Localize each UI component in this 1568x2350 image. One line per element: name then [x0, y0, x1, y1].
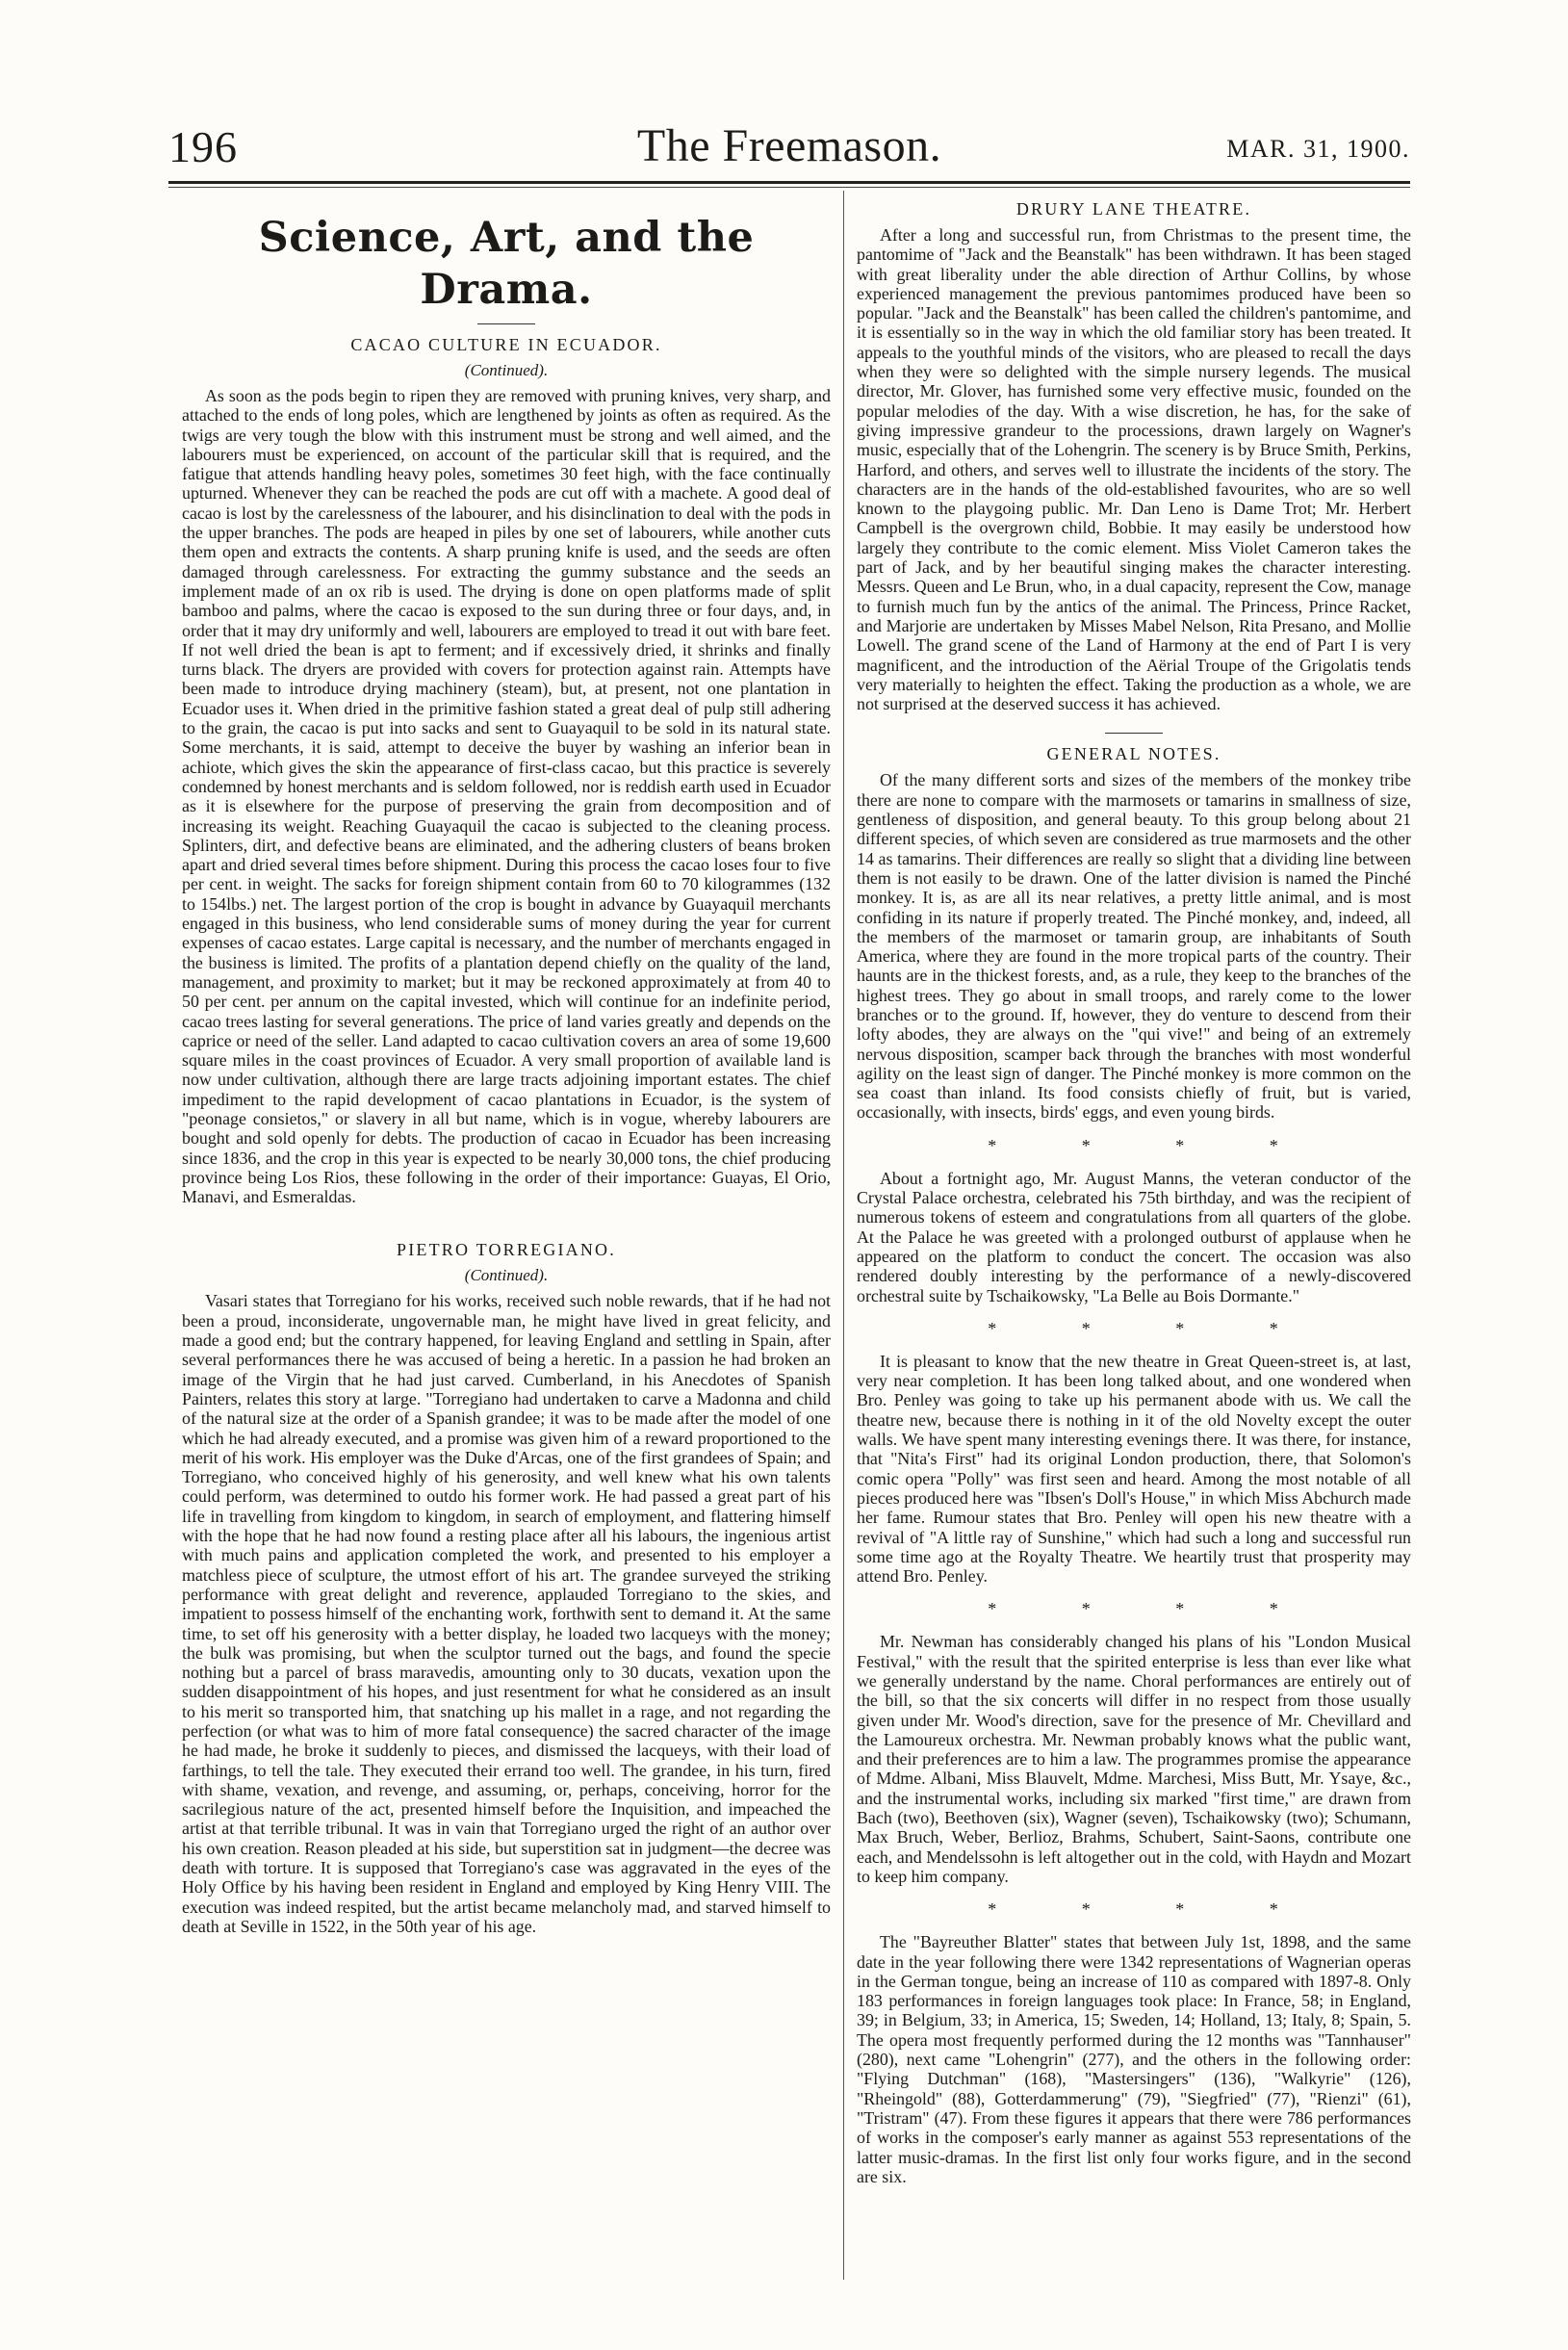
article-paragraph: Vasari states that Torregiano for his works, received such noble rewards, that if he had not been a proud, inconsiderate, ungovernable man, he might have lived in great felicity, and made a good end; but the contrary happened, for leaving England and settling in Spain, after several performances there he was accused of being a heretic. In a passion he had broken an image of the Virgin that he had just carved. Cumberland, in his Anecdotes of Spanish Painters, relates this story at large. "Torregiano had undertaken to carve a Madonna and child of the natural size at the order of a Spanish grandee; it was to be made after the model of one which he had already executed, and a promise was given him of a reward proportioned to the merit of his work. His employer was the Duke d'Arcas, one of the first grandees of Spain; and Torregiano, who conceived highly of his generosity, and well knew what his own talents could perform, was determined to outdo his former work. He had passed a great part of his life in travelling from kingdom to kingdom, in search of employment, and flattering himself with the hope that he had now found a resting place after all his labours, the ingenious artist with much pains and application completed the work, and presented to his employer a matchless piece of sculpture, the utmost effort of his art. The grandee surveyed the striking performance with great delight and reverence, applauded Torregiano to the skies, and impatient to possess himself of the enchanting work, forthwith sent to demand it. At the same time, to set off his generosity with a better display, he loaded two lacqueys with the money; the bulk was promising, but when the sculptor turned out the bags, and found the specie nothing but a parcel of brass maravedis, amounting only to 30 ducats, vexation upon the sudden disappointment of his hopes, and just resentment for what he considered as an insult to his merit so transported him, that snatching up his mallet in a rage, and not regarding the perfection (or what was to him of more fatal consequence) the sacred character of the image he had made, he broke it suddenly to pieces, and dismissed the lacqueys, with their load of farthings, to tell the tale. They executed their errand too well. The grandee, in his turn, fired with shame, vexation, and revenge, and assuming, or, perhaps, conceiving, horror for the sacrilegious nature of the act, presented himself before the Inquisition, and impeached the artist at that terrible tribunal. It was in vain that Torregiano urged the right of an author over his own creation. Reason pleaded at his side, but superstition sat in judgment—the decree was death with torture. It is supposed that Torregiano's case was aggravated in the eyes of the Holy Office by his having been resident in England and employed by King Henry VIII. The execution was indeed respited, but the artist became melancholy mad, and starved himself to death at Seville in 1522, in the 50th year of his age.	[182, 1291, 831, 1936]
article-title-torregiano: PIETRO TORREGIANO.	[397, 1240, 616, 1260]
spacer	[182, 1206, 831, 1239]
article-title-general-notes: GENERAL NOTES.	[1046, 744, 1221, 764]
notes-paragraph: The "Bayreuther Blatter" states that between July 1st, 1898, and the same date in the year following there were 1342 representations of Wagnerian operas in the German tongue, being an increase of 110 as compared with 1897-8. Only 183 performances in foreign languages took place: In France, 58; in England, 39; in Belgium, 33; in America, 15; Sweden, 14; Holland, 13; Italy, 8; Spain, 5. The opera most frequently performed during the 12 months was "Tannhauser" (280), next came "Lohengrin" (277), and the others in the following order: "Flying Dutchman" (168), "Mastersingers" (136), "Walkyrie" (126), "Rheingold" (88), Gotterdammerung" (79), "Siegfried" (77), "Rienzi" (61), "Tristram" (47). From these figures it appears that there were 786 performances of works in the composer's early manner as against 553 representations of the latter music-dramas. In the first list only four works figure, and in the second are six.	[857, 1932, 1411, 2186]
spacer	[857, 713, 1411, 733]
masthead-rule-thin	[168, 187, 1410, 188]
article-title-drury-lane: DRURY LANE THEATRE.	[1015, 199, 1252, 219]
notes-paragraph: Mr. Newman has considerably changed his plans of his "London Musical Festival," with the result that the spirited enterprise is less than ever like what we generally understand by the name. Choral performances are entirely out of the bill, so that the six concerts will differ in no respect from those usually given under Mr. Wood's direction, save for the presence of Mr. Chevillard and the Lamoureux orchestra. Mr. Newman probably knows what the public want, and their preferences are to him a law. The programmes promise the appearance of Mdme. Albani, Miss Blauvelt, Mdme. Marchesi, Miss Butt, Mr. Ysaye, &c., and the instrumental works, including six marked "first time," are drawn from Bach (two), Beethoven (six), Wagner (seven), Tschaikowsky (two); Schumann, Max Bruch, Weber, Berlioz, Brahms, Schubert, Saint-Saons, contribute one each, and Mendelssohn is left altogether out in the cold, with Haydn and Mozart to keep him company.	[857, 1632, 1411, 1886]
page-number: 196	[168, 122, 238, 171]
heading-rule	[477, 323, 535, 324]
asterism-divider: * * * *	[988, 1899, 1319, 1920]
newspaper-title: The Freemason.	[636, 120, 942, 171]
article-title-cacao: CACAO CULTURE IN ECUADOR.	[350, 335, 662, 354]
right-column	[857, 198, 1411, 2186]
masthead-rule-thick	[168, 181, 1410, 184]
notes-paragraph: It is pleasant to know that the new theatre in Great Queen-street is, at last, very near completion. It has been long talked about, and one wondered when Bro. Penley was going to take up his permanent abode with us. We call the theatre new, because there is nothing in it of the old Novelty except the outer walls. We have spent many interesting evenings there. It was there, for instance, that "Nita's First" had its original London production, there, that Solomon's comic opera "Polly" was first seen and heard. Among the most notable of all pieces produced here was "Ibsen's Doll's House," in which Miss Abchurch made her fame. Rumour states that Bro. Penley will open his new theatre with a revival of "A little ray of Sunshine," which had such a long and successful run some time ago at the Royalty Theatre. We heartily trust that prosperity may attend Bro. Penley.	[857, 1351, 1411, 1587]
masthead	[168, 114, 1410, 181]
notes-paragraph: Of the many different sorts and sizes of the members of the monkey tribe there are none to compare with the marmosets or tamarins in smallness of size, gentleness of disposition, and general beauty. To this group belong about 21 different species, of which seven are considered as true marmosets and the other 14 as tamarins. Their differences are really so slight that a dividing line between them is not easily to be drawn. One of the latter division is named the Pinché monkey. It is, as are all its near relatives, a pretty little animal, and is most confiding in its nature if properly treated. The Pinché monkey, and, indeed, all the members of the marmoset or tamarin group, are inhabitants of South America, where they are found in the more tropical parts of the country. Their haunts are in the thickest forests, and, as a rule, they keep to the branches of the highest trees. They go about in small troops, and rarely come to the lower branches or to the ground. If, however, they do venture to descend from their lofty abodes, they are always on the "qui vive!" and being of an extremely nervous disposition, scamper back through the branches with most wonderful agility on the least sign of danger. The Pinché monkey is more common on the sea coast than inland. Its food consists chiefly of fruit, but is varied, occasionally, with insects, birds' eggs, and even young birds.	[857, 770, 1411, 1123]
article-paragraph: After a long and successful run, from Christmas to the present time, the pantomime of "Jack and the Beanstalk" has been withdrawn. It has been staged with great liberality under the able direction of Arthur Collins, by whose experienced management the previous pantomimes produced have been so popular. "Jack and the Beanstalk" has been called the children's pantomime, and it is essentially so in the way in which the old familiar story has been treated. It appeals to the youthful minds of the visitors, who are pleased to recall the days when they were so delighted with the simple nursery legends. The musical director, Mr. Glover, has furnished some very effective music, founded on the popular melodies of the day. With a wise discretion, he has, for the sake of giving impressive grandeur to the processions, drawn largely on Wagner's music, especially that of the Lohengrin. The scenery is by Bruce Smith, Perkins, Harford, and others, and serves well to illustrate the incidents of the story. The characters are in the hands of the old-established favourites, who are so well known to the playgoing public. Mr. Dan Leno is Dame Trot; Mr. Herbert Campbell is the overgrown child, Bobbie. It may easily be understood how largely they contribute to the comic element. Miss Violet Cameron takes the part of Jack, and by her beautiful singing makes the character interesting. Messrs. Queen and Le Brun, who, in a dual capacity, represent the Cow, manage to furnish much fun by the antics of the animal. The Princess, Prince Racket, and Marjorie are undertaken by Misses Mabel Nelson, Rita Presano, and Mollie Lowell. The grand scene of the Land of Harmony at the end of Part I is very magnificent, and the introduction of the Aërial Troupe of the Grigolatis tends very materially to heighten the effect. Taking the production as a whole, we are not surprised at the deserved success it has achieved.	[857, 225, 1411, 714]
asterism-divider: * * * *	[988, 1135, 1319, 1155]
asterism-divider: * * * *	[988, 1599, 1319, 1619]
issue-date: MAR. 31, 1900.	[1226, 135, 1410, 163]
article-separator-rule	[1105, 733, 1163, 734]
section-heading: Science, Art, and the Drama.	[258, 214, 755, 314]
asterism-divider: * * * *	[988, 1318, 1319, 1338]
column-divider	[843, 191, 844, 2280]
article-paragraph: As soon as the pods begin to ripen they are removed with pruning knives, very sharp, and attached to the ends of long poles, which are lengthened by joints as often as required. As the twigs are very tough the blow with this instrument must be strong and well aimed, and the labourers must be experienced, on account of the particular skill that is required, and the fatigue that attends handling heavy poles, sometimes 30 feet high, with the face continually upturned. Whenever they can be reached the pods are cut off with a machete. A good deal of cacao is lost by the carelessness of the labourer, and his disinclination to deal with the pods in the upper branches. The pods are heaped in piles by one set of labourers, while another cuts them open and extracts the contents. A sharp pruning knife is used, and the seeds are often damaged through carelessness. For extracting the gummy substance and the seeds an implement made of an ox rib is used. The drying is done on open platforms made of split bamboo and palms, where the cacao is exposed to the sun during three or four days, and, in order that it may dry uniformly and well, labourers are employed to tread it out with bare feet. If not well dried the bean is apt to ferment; and if excessively dried, it shrinks and finally turns black. The dryers are provided with covers for protection against rain. Attempts have been made to introduce drying machinery (steam), but, at present, not one plantation in Ecuador uses it. When dried in the primitive fashion stated a great deal of pulp still adhering to the grain, the cacao is put into sacks and sent to Guayaquil to be sold in its natural state. Some merchants, it is said, attempt to deceive the buyer by washing an inferior bean in achiote, which gives the skin the appearance of first-class cacao, but this practice is severely condemned by honest merchants and is seldom followed, nor is reddish earth used in Ecuador as it is elsewhere for the purpose of preserving the grain from decomposition and of increasing its weight. Reaching Guayaquil the cacao is subjected to the cleaning process. Splinters, dirt, and defective beans are eliminated, and the adhering clusters of beans broken apart and dried several times before shipment. During this process the cacao loses four to five per cent. in weight. The sacks for foreign shipment contain from 60 to 70 kilogrammes (132 to 154lbs.) net. The largest portion of the crop is bought in advance by Guayaquil merchants engaged in this business, who lend considerable sums of money during the year for current expenses of cacao estates. Large capital is necessary, and the number of merchants engaged in the business is limited. The profits of a plantation depend chiefly on the quality of the land, management, and proximity to market; but it may be reckoned approximately at from 40 to 50 per cent. per annum on the capital invested, which will continue for an indefinite period, cacao trees lasting for several generations. The price of land varies greatly and depends on the caprice or need of the seller. Land adapted to cacao cultivation covers an area of some 19,600 square miles in the coast provinces of Ecuador. A very small proportion of available land is now under cultivation, although there are large tracts adjoining important estates. The chief impediment to the rapid development of cacao plantations in Ecuador, is the system of "peonage consietos," or slavery in all but name, which is in vogue, whereby labourers are bought and sold openly for debts. The production of cacao in Ecuador has been increasing since 1836, and the crop in this year is expected to be nearly 30,000 tons, the chief producing province being Los Rios, these following in the order of their importance: Guayas, El Orio, Manavi, and Esmeraldas.	[182, 386, 831, 1207]
continued-label-torregiano: (Continued).	[464, 1266, 549, 1285]
left-column	[182, 198, 831, 1936]
notes-paragraph: About a fortnight ago, Mr. August Manns, the veteran conductor of the Crystal Palace orchestra, celebrated his 75th birthday, and was the recipient of numerous tokens of esteem and congratulations from all quarters of the globe. At the Palace he was greeted with a prolonged outburst of applause when he appeared on the platform to conduct the concert. The occasion was also rendered doubly interesting by the performance of a newly-discovered orchestral suite by Tschaikowsky, "La Belle au Bois Dormante."	[857, 1168, 1411, 1305]
continued-label-cacao: (Continued).	[464, 361, 549, 379]
